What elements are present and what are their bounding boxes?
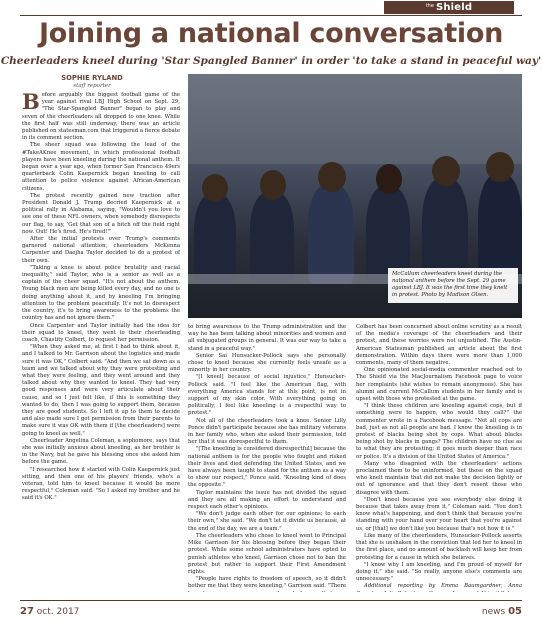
- paragraph: Once Carpenter and Taylor initially had the idea for their squad to kneel, they went to their cheerleading coach, Chastity Colbert, to request her permission.: [22, 322, 180, 343]
- cheerleader-figure: [308, 184, 354, 284]
- paragraph: The sheer squad was following the lead of the #TakeAKnee movement, in which professional football players have been kneeling during the national anthem. It began over a year ago, when former San Francisco 49ers quarterback Colin Kaepernick began kneeling to call attention to police violence against African-American citizens.: [22, 142, 180, 192]
- masthead-the: the: [425, 3, 434, 9]
- cheerleader-head: [202, 174, 228, 202]
- additional-reporting-note: Additional reporting by Emma Baumgardner, Anna: [364, 583, 522, 590]
- photo-caption: McCallum cheerleaders kneel during the national anthem before the Sept. 29 game against LBJ. It was the first time they knelt in protest. Photo by Madison Olsen.: [388, 268, 518, 303]
- paragraph: efore arguably the biggest football game of the year against rival LBJ High School on Sept. 29, "The Star-Spangled Banner" began to play and seven of the cheerleaders all dropped to one knee. While the first half was still underway, there was an article published on statesman.com that triggered a fierce debate in its comment section.: [22, 92, 180, 142]
- paragraph: After the initial protests over Trump's comments garnered national attention, cheerleaders McKenna Carpenter and Daejha Taylor decided to do a protest of their own.: [22, 236, 180, 264]
- cheerleader-figure: [194, 194, 236, 284]
- cheerleader-figure: [250, 192, 294, 284]
- article-column-2: [188, 324, 346, 592]
- paragraph: "Taking a knee is about police brutality and racial inequality," said Taylor, who is a senior as well as a captain of the cheer squad. "It's not about the anthem. Young black men are being killed every day, and no one is doing anything about it, and by kneeling I'm bringing attention to the problem peacefully. It's not to disrespect the country, it's to bring awareness to the problems the country has and not ignore them.": [22, 264, 180, 322]
- page-number-right: 05: [508, 606, 522, 617]
- top-bar: [0, 0, 542, 14]
- paragraph: "When they asked me, at first I had to think about it, and I talked to Mr. Garrison about the logistics and made sure it was OK," Colbert said. "And then we sat down as a team and we talked about why they were protesting and what they were feeling, and they went around and they talked about why they wanted to kneel. They had very good responses and were very articulate about their cause, and so I just felt like, if this is something they wanted to do, then I was going to support them, because they are good students. So I left it up to them to decide and also made sure I got permission from their parents to make sure it was OK with them if [the cheerleaders] were going to kneel as well.": [22, 344, 180, 437]
- paragraph: "[I kneel] because of social injustice," Hunsucker-Pollock said. "I feel like the American flag, with everything America stands for at this point, is not in support of my skin color. With everything going on politically, I feel like kneeling is a respectful way to protest.": [188, 374, 346, 417]
- paragraph: The protest recently gained new traction after President Donald J. Trump decried Kaepernick at a political rally in Alabama, saying, "Wouldn't you love to see one of these NFL owners, when somebody disrespects our flag, to say, 'Get that son of a bitch off the field right now. Out! He's fired. He's fired!'": [22, 192, 180, 235]
- top-rule: [20, 15, 522, 16]
- paragraph: to bring awareness to the Trump administration and the way he has been talking about minorities and women and all subjugated groups in general. It was our way to take a stand in a peaceful way.": [188, 324, 346, 352]
- byline-role: staff reporter: [73, 83, 111, 89]
- issue-date: oct. 2017: [36, 607, 80, 617]
- paragraph: "Don't kneel because you see everybody else doing it because that takes away from it," Coleman said. "You don't know what's happening, and don't think that because you're standing with your hand over your heart that you're against us, or [that] we don't like you because that's not how it is.": [356, 496, 522, 532]
- paragraph: "I think these children are kneeling against cops, but if something were to happen, who would they call?" the commenter wrote in a Facebook message. "Not all cops are bad, just as not all people are bad. I know the kneeling is in protest of blacks being shot by cops. What about blacks being shot by blacks in gangs? The children have no clue as to what they are protesting; it goes much deeper than race or police. It's a division of the United States of America.": [356, 403, 522, 460]
- paragraph: The cheerleaders who chose to kneel went to Principal Mike Garrison for his blessing before they began their protest. While some school administrators have opted to punish athletes who kneel, Garrison chose not to ban the protest but rather to support their First Amendment rights.: [188, 532, 346, 575]
- paragraph: One opinionated social-media commenter reached out to The Shield via the MacJournalism Facebook page to voice her complaints (she wishes to remain anonymous). She has alumni and current McCallum students in her family and is upset with those who protested at the game.: [356, 367, 522, 403]
- cheerleader-head: [376, 164, 402, 194]
- drop-cap: B: [22, 92, 40, 114]
- cheerleader-head: [260, 170, 286, 200]
- paragraph: Taylor maintains the issue has not divided the squad and they are all making an effort to understand and respect each other's opinions.: [188, 489, 346, 511]
- paragraph: "We don't judge each other for our opinions; to each their own," she said. "We don't let it divide us because, at the end of the day, we are a team.": [188, 511, 346, 532]
- paragraph: Not all of the cheerleaders took a knee. Senior Lilly Ponce didn't participate because she has military veterans in her family who, when she asked their permission, told her that it was disrespectful to them.: [188, 417, 346, 446]
- paragraph: Senior Sai Hunsucker-Pollock says she personally chose to kneel because she currently feels unsafe as a minority in her country.: [188, 352, 346, 374]
- article-column-1: [22, 92, 180, 592]
- paragraph: Colbert has been concerned about online scrutiny as a result of the media's coverage of the cheerleaders and their protest, and these worries were not unjustified. The Austin-American Statesman published an article about the first demonstration. Within days there were more than 1,000 comments, many of them negative.: [356, 324, 522, 367]
- byline-name: SOPHIE RYLAND: [61, 74, 123, 82]
- paragraph: Cheerleader Angelina Coleman, a sophomore, says that she was initially anxious about kneeling, as her brother is in the Navy, but he gave his blessing once she asked him before the game.: [22, 437, 180, 466]
- subheadline: Cheerleaders kneel during 'Star Spangled Banner' in order 'to take a stand in peaceful way': [0, 55, 542, 67]
- section-name: news: [481, 607, 506, 617]
- folio-left: [20, 606, 79, 617]
- paragraph: Many who disagreed with the cheerleaders' actions proclaimed them to be uninformed, but those on the squad who knelt maintain that did not make the decision lightly or out of ignorance and that they don't resent those who disagree with them.: [356, 460, 522, 496]
- paragraph: "I researched how it started with Colin Kaepernick just sitting, and then one of his players' friends, who's a veteran, told him to kneel because it would be more respectful," Coleman said. "So I asked my brother and he said it's OK.": [22, 466, 180, 502]
- masthead: [384, 1, 514, 14]
- paragraph: "[The kneeling is considered disrespectful] because the national anthem is for the people who fought and risked their lives and died defending the United States, and we have always been taught to stand for the anthem as a way to show our respect," Ponce said. "Kneeling kind of does the opposite.": [188, 446, 346, 489]
- paragraph: Like many of the cheerleaders, Hunsucker-Pollock asserts that she is unshaken in the conviction that led her to kneel in the first place, and no amount of backlash will keep her from protesting for a cause in which she believes.: [356, 532, 522, 561]
- byline: [40, 74, 144, 89]
- article-column-3: [356, 324, 522, 592]
- folio-right: [482, 606, 522, 617]
- cheerleader-head: [318, 162, 346, 192]
- cheerleader-head: [432, 156, 460, 186]
- page-number-left: 27: [20, 606, 34, 617]
- bottom-rule: [20, 600, 522, 601]
- headline: Joining a national conversation: [38, 18, 504, 49]
- cheerleader-head: [486, 152, 514, 182]
- bleachers-background: [188, 74, 522, 164]
- paragraph: "People have rights to freedom of speech, so it didn't bother me that they were kneeling," Garrison said. "There: [188, 576, 346, 590]
- paragraph: "I know why I am kneeling, and I'm proud of myself for doing it," she said. "So really, anyone else's comments are unnecessary.": [356, 561, 522, 583]
- masthead-logo: Shield: [435, 2, 473, 13]
